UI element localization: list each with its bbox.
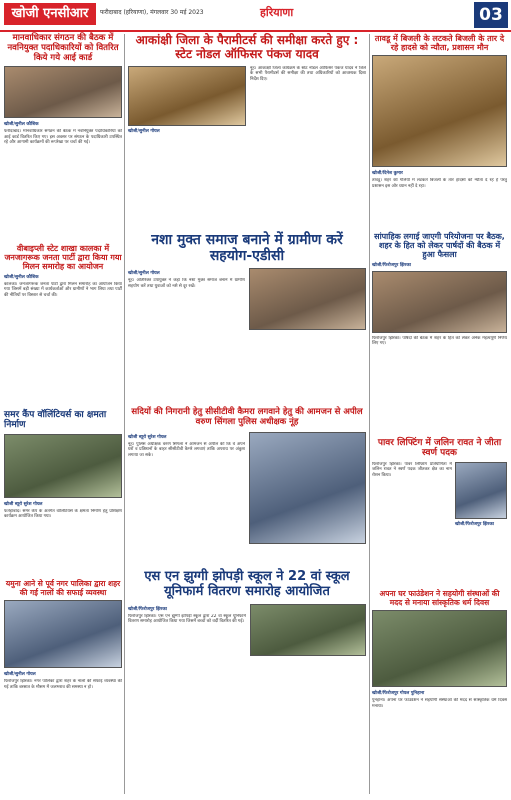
story-headline: मानवाधिकार संगठन की बैठक में नवनियुक्त पदाधिकारियों को वितरित किये गये आई कार्ड xyxy=(7,33,119,63)
story-photo xyxy=(4,66,122,118)
story-body: नूंह। पुलिस अधीक्षक वरुण सिंगला ने आमजन से अपील की कि वे अपने घरों व प्रतिष्ठानों के बाहर सीसीटीवी कैमरे लगवाएं ताकि अपराध पर अंकुश लगाया जा सके। xyxy=(128,441,245,458)
story-byline: खोजी/सुनील गोयल xyxy=(128,128,160,134)
page-number: 03 xyxy=(474,2,508,28)
story-byline: खोजी/सुनील कौशिक xyxy=(4,122,39,128)
story-headline: सांपाहिक लगाई जाएगी परियोजना पर बैठक, शहर के हित को लेकर पार्षदों की बैठक में हुआ फैसला xyxy=(374,232,505,260)
masthead xyxy=(0,0,511,30)
left-column-story-2 xyxy=(4,244,122,360)
story-headline: एस एन झुग्गी झोपड़ी स्कूल ने 22 वां स्कूल यूनिफार्म वितरण समारोह आयोजित xyxy=(144,569,350,599)
story-photo xyxy=(249,268,366,330)
column-divider xyxy=(124,34,125,794)
story-photo xyxy=(372,271,507,333)
story-body: फतेहाबाद। समर कैंप के अंतर्गत वॉलिंटियर्स के क्षमता निर्माण हेतु प्रशिक्षण कार्यक्रम आयोजित किया गया। xyxy=(4,508,122,520)
story-body: फिरोजपुर झिरका। नगर पालिका द्वारा शहर के नालों की सफाई व्यवस्था की गई ताकि बरसात के मौसम में जलभराव की समस्या न हो। xyxy=(4,679,122,690)
left-column-story-3 xyxy=(4,410,122,561)
story-headline: आकांक्षी जिला के पैरामीटर्स की समीक्षा करते हुए : स्टेट नोडल ऑफिसर पंकज यादव xyxy=(135,33,359,61)
story-photo xyxy=(4,434,122,498)
story-byline: खोजी ब्यूरो सुरेश गोयल xyxy=(128,434,167,440)
story-byline: खोजी/फिरोजपुर झिरका xyxy=(455,521,494,527)
story-headline: अपना घर फाउंडेशन ने सहयोगी संस्थाओं की मदद से मनाया सांस्कृतिक धर्म दिवस xyxy=(379,589,500,607)
lead-story xyxy=(128,34,366,206)
right-column-story-2 xyxy=(372,232,507,426)
story-byline: खोजी/फिरोजपुर गोयल पुनिहाना xyxy=(372,691,425,697)
center-story-3 xyxy=(128,408,366,547)
story-byline: खोजी/सुनील गोयल xyxy=(128,271,160,277)
story-body: फिरोजपुर झिरका। पार्षदों की बैठक में शहर के हित को लेकर अनेक महत्वपूर्ण निर्णय लिए गए। xyxy=(372,335,507,347)
story-headline: पावर लिफ्टिंग में जलिन रावत ने जीता स्वर्ण पदक xyxy=(377,438,502,459)
section-name: हरियाणा xyxy=(260,6,294,19)
story-photo xyxy=(372,610,507,687)
story-byline: खोजी/दिनेश कुमार xyxy=(372,171,403,177)
story-body: नूंह। अतिरिक्त उपायुक्त ने कहा कि नशा मुक्त समाज बनाने में ग्रामीण सहयोग करें तथा युवाओं को नशे से दूर रखें। xyxy=(128,278,245,289)
story-body: फिरोजपुर झिरका। पावर लिफ्टिंग प्रतियोगिता में जलिन रावत ने स्वर्ण पदक जीतकर क्षेत्र का नाम रोशन किया। xyxy=(372,461,452,478)
right-column-story-3 xyxy=(372,438,507,562)
issue-date: फरीदाबाद (हरियाणा), मंगलवार 30 मई 2023 xyxy=(100,9,204,16)
story-headline: नशा मुक्त समाज बनाने में ग्रामीण करें सहयोग-एडीसी xyxy=(151,232,343,265)
story-body: कालका। जनजागरूक जनता पार्टी द्वारा मिलन समारोह का आयोजन किया गया जिसमें बड़ी संख्या में कार्यकर्ताओं और ग्रामीणों ने भाग लिया तथा पार्टी की नीतियों पर विस्तार से चर्चा की। xyxy=(4,281,122,298)
story-photo xyxy=(455,462,507,519)
story-byline: खोजी/सुनील गोयल xyxy=(4,672,36,678)
story-byline: खोजी/सुनील कौशिक xyxy=(4,274,39,280)
story-photo xyxy=(249,432,366,544)
story-body-continued xyxy=(250,659,366,759)
center-story-2 xyxy=(128,232,366,368)
story-body: तावडू। शहर की गलियों में लटकते बिजली के तार हादसों को न्यौता दे रहे हैं परंतु प्रशासन इस ओर ध्यान नहीं दे रहा। xyxy=(372,178,507,189)
story-byline: खोजी/फिरोजपुर झिरका xyxy=(128,606,167,612)
story-photo xyxy=(128,66,246,126)
right-column xyxy=(372,34,507,208)
left-column xyxy=(4,34,122,222)
right-column-story-4 xyxy=(372,590,507,758)
story-body: फिरोजपुर झिरका। एस एन झुग्गी झोपड़ी स्कूल द्वारा 22 वां स्कूल यूनिफार्म वितरण समारोह आयोजित किया गया जिसमें बच्चों को वर्दी वितरित की गई। xyxy=(128,613,246,625)
story-photo xyxy=(4,600,122,668)
story-headline: वीबाइप्ली स्टेट शाखा कालका में जनजागरूक जनता पार्टी द्वारा किया गया मिलन समारोह का आयोजन xyxy=(4,244,122,272)
story-headline: समर कैंप वॉलिंटियर्स का क्षमता निर्माण xyxy=(4,410,107,431)
story-headline: यमुना आने से पूर्व नगर पालिका द्वारा शहर की गई नालों की सफाई व्यवस्था xyxy=(5,579,121,597)
column-divider xyxy=(369,34,370,794)
story-body: नूंह। आकांक्षी जिला कार्यक्रम के स्टेट नोडल ऑफिसर पंकज यादव ने जिले के सभी पैरामीटर्स की समीक्षा की तथा अधिकारियों को आवश्यक दिशा निर्देश दिए। xyxy=(250,65,366,82)
story-photo xyxy=(372,55,507,167)
masthead-rule xyxy=(0,30,511,32)
center-story-4 xyxy=(128,570,366,764)
story-byline: खोजी ब्यूरो सुरेश गोयल xyxy=(4,501,43,507)
story-byline: खोजी/फिरोजपुर झिरका xyxy=(372,262,411,268)
story-headline: तावडू में बिजली के लटकते बिजली के तार दे रहे हादसे को न्यौता, प्रशासन मौन xyxy=(374,34,505,53)
story-body: पुनहाना। अपना घर फाउंडेशन ने सहयोगी संस्थाओं की मदद से सांस्कृतिक धर्म दिवस मनाया। xyxy=(372,698,507,709)
story-headline: सदियों की निगरानी हेतु सीसीटीवी कैमरा लगवाने हेतु की आमजन से अपील वरुण सिंगला पुलिस अधीक्षक नूंह xyxy=(131,407,363,427)
story-photo xyxy=(250,604,366,656)
newspaper-name: खोजी एनसीआर xyxy=(4,3,96,25)
story-body: फरीदाबाद। मानवाधिकार संगठन की बैठक में नवनियुक्त पदाधिकारियों को आई कार्ड वितरित किए गए। इस अवसर पर संगठन के पदाधिकारी उपस्थित रहे और आगामी कार्यक्रमों की रूपरेखा पर चर्चा की गई। xyxy=(4,129,122,146)
left-column-story-4 xyxy=(4,580,122,779)
